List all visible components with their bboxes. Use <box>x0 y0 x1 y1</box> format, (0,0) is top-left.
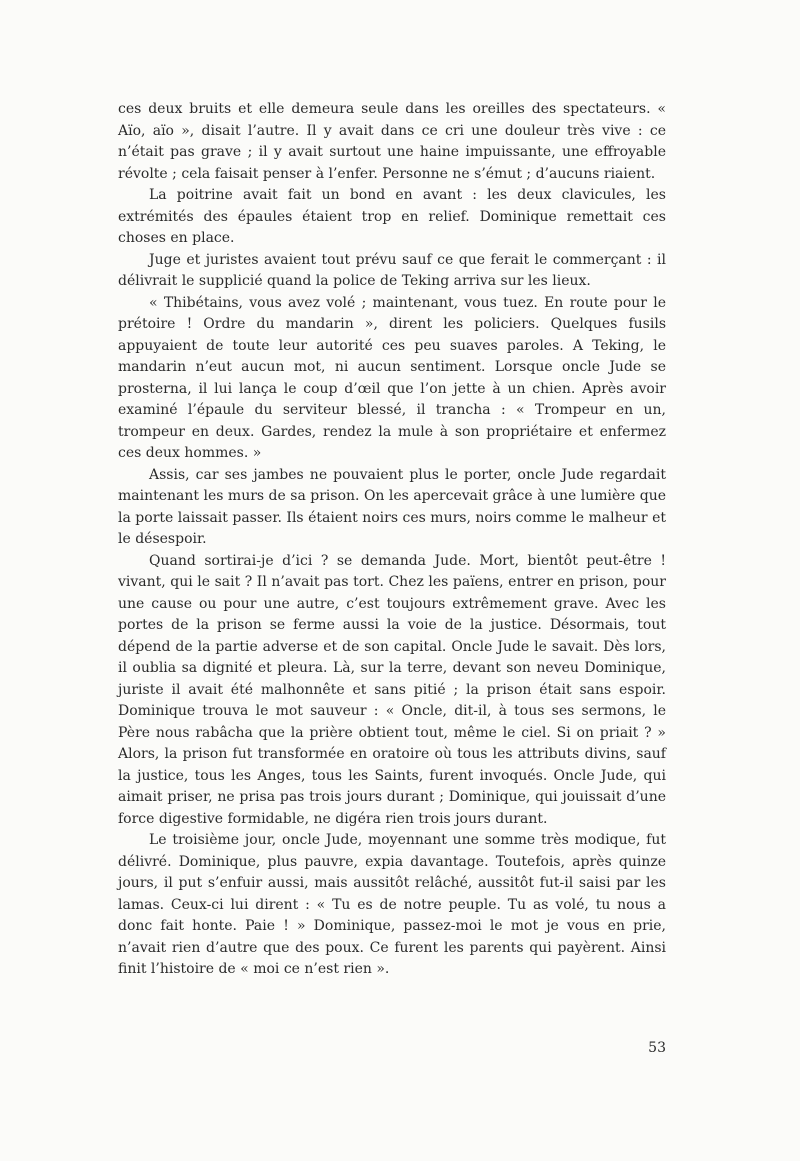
paragraph-3: Juge et juristes avaient tout prévu sauf ce que ferait le commerçant : il délivrait le supplicié quand la police de Teking arriva sur les lieux. <box>118 251 666 289</box>
page-number: 53 <box>648 1040 666 1056</box>
paragraph-7: Le troisième jour, oncle Jude, moyennant une somme très modique, fut délivré. Dominique, plus pauvre, expia davantage. Toutefois, après quinze jours, il put s’enfuir aussi, mais aussitôt relâché, aussitôt fut-il saisi par les lamas. Ceux-ci lui dirent : « Tu es de notre peuple. Tu as volé, tu nous a donc fait honte. Paie ! » Dominique, passez-moi le mot je vous en prie, n’avait rien d’autre que des poux. Ce furent les parents qui payèrent. Ainsi finit l’histoire de « moi ce n’est rien ». <box>118 832 666 977</box>
paragraph-5: Assis, car ses jambes ne pouvaient plus le porter, oncle Jude regardait maintenant les murs de sa prison. On les apercevait grâce à une lumière que la porte laissait passer. Ils étaient noirs ces murs, noirs comme le malheur et le désespoir. <box>118 466 666 547</box>
paragraph-4: « Thibétains, vous avez volé ; maintenant, vous tuez. En route pour le prétoire ! Ordre du mandarin », dirent les policiers. Quelques fusils appuyaient de toute leur autorité ces peu suaves paroles. A Teking, le mandarin n’eut aucun mot, ni aucun sentiment. Lorsque oncle Jude se prosterna, il lui lança le coup d’œil que l’on jette à un chien. Après avoir examiné l’épaule du serviteur blessé, il trancha : « Trompeur en un, trompeur en deux. Gardes, rendez la mule à son propriétaire et enfermez ces deux hommes. » <box>118 294 666 461</box>
body-text <box>118 99 666 981</box>
paragraph-6: Quand sortirai-je d’ici ? se demanda Jude. Mort, bientôt peut-être ! vivant, qui le sait ? Il n’avait pas tort. Chez les païens, entrer en prison, pour une cause ou pour une autre, c’est toujours extrêmement grave. Avec les portes de la prison se ferme aussi la voie de la justice. Désormais, tout dépend de la partie adverse et de son capital. Oncle Jude le savait. Dès lors, il oublia sa dignité et pleura. Là, sur la terre, devant son neveu Dominique, juriste il avait été malhonnête et sans pitié ; la prison était sans espoir. Dominique trouva le mot sauveur : « Oncle, dit-il, à tous ses sermons, le Père nous rabâcha que la prière obtient tout, même le ciel. Si on priait ? » Alors, la prison fut transformée en oratoire où tous les attributs divins, sauf la justice, tous les Anges, tous les Saints, furent invoqués. Oncle Jude, qui aimait priser, ne prisa pas trois jours durant ; Dominique, qui jouissait d’une force digestive formidable, ne digéra rien trois jours durant. <box>118 552 666 827</box>
paragraph-1: ces deux bruits et elle demeura seule dans les oreilles des spectateurs. « Aïo, aïo », disait l’autre. Il y avait dans ce cri une douleur très vive : ce n’était pas grave ; il y avait surtout une haine impuissante, une effroyable révolte ; cela faisait penser à l’enfer. Personne ne s’émut ; d’aucuns riaient. <box>118 101 666 182</box>
paragraph-2: La poitrine avait fait un bond en avant : les deux clavicules, les extrémités des épaules étaient trop en relief. Dominique remettait ces choses en place. <box>118 187 666 246</box>
